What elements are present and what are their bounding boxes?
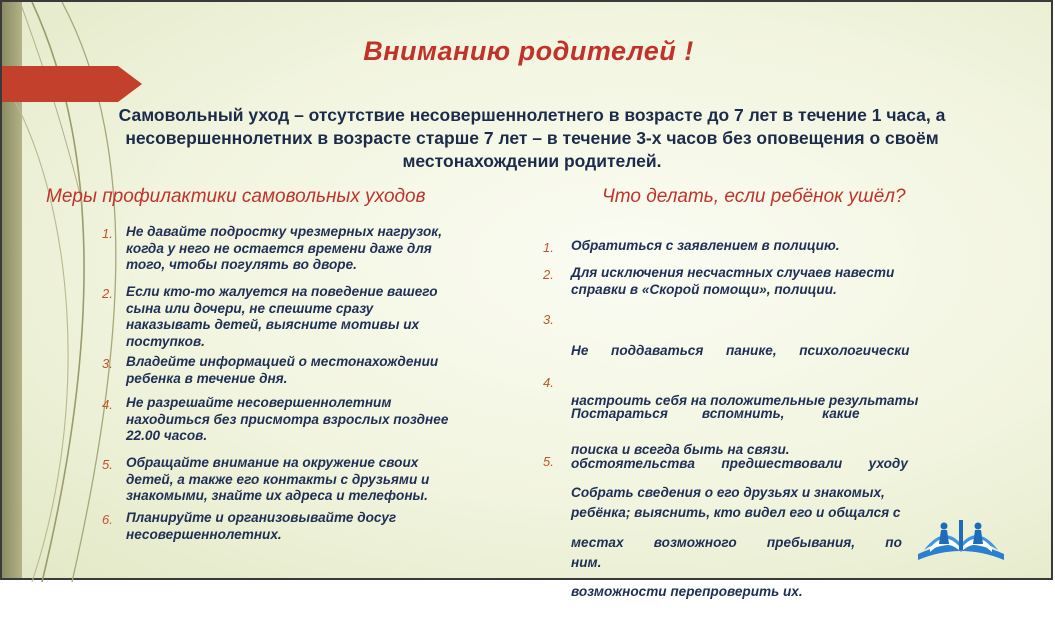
list-item-line: Не разрешайте несовершеннолетним (126, 395, 392, 410)
list-item-line: возможности перепроверить их. (571, 584, 803, 599)
definition-line-1 (32, 104, 1032, 127)
left-item-number: 2. (102, 286, 113, 301)
right-item-number: 3. (543, 312, 554, 327)
list-item (126, 455, 514, 505)
list-item-line: того, чтобы погулять во дворе. (126, 257, 357, 272)
list-item-line: справки в «Скорой помощи», полиции. (571, 281, 837, 297)
list-item-line: детей, а также его контакты с друзьями и (126, 471, 430, 487)
list-item-line: ребенка в течение дня. (126, 370, 288, 386)
list-item (126, 284, 514, 350)
right-item-number: 2. (543, 267, 554, 282)
list-item-line: 22.00 часов. (126, 428, 208, 443)
list-item (126, 395, 514, 445)
list-item-line: Если кто-то жалуется на поведение вашего (126, 284, 438, 299)
page-title: Вниманию родителей ! (363, 36, 694, 66)
left-item-number: 6. (102, 512, 113, 527)
list-item-line: Планируйте и организовывайте досуг (126, 510, 397, 525)
list-item-line: поступков. (126, 333, 205, 349)
right-item-number: 4. (543, 375, 554, 390)
definition-line-1-rest: – отсутствие несовершеннолетнего в возрасте до 7 лет в течение 1 часа, а (289, 105, 946, 125)
list-item-line: Обратиться с заявлением в полицию. (571, 238, 840, 253)
list-item-line: Не поддаваться панике, психологически (571, 343, 910, 358)
left-item-number: 4. (102, 397, 113, 412)
list-item-line: Владейте информацией о местонахождении (126, 354, 439, 369)
list-item-line: когда у него не остается времени даже для (126, 240, 432, 256)
list-item-line: Обращайте внимание на окружение своих (126, 455, 419, 470)
list-item (571, 238, 974, 255)
list-item-line: несовершеннолетних. (126, 526, 282, 542)
right-item-number: 5. (543, 454, 554, 469)
list-item-line: поиска и всегда быть на связи. (571, 442, 790, 457)
list-item-line: обстоятельства предшествовали уходу (571, 455, 908, 471)
definition-line-2: несовершеннолетних в возрасте старше 7 лет – в течение 3-х часов без оповещения о своём (125, 128, 939, 148)
list-item-line: знакомыми, знайте их адреса и телефоны. (126, 488, 428, 503)
red-arrow-decor (2, 66, 142, 102)
list-item (571, 265, 974, 298)
definition-line-3: местонахождении родителей. (402, 151, 662, 171)
list-item-line: ребёнка; выяснить, кто видел его и общался с (571, 505, 901, 520)
list-item-line: наказывать детей, выясните мотивы их (126, 317, 420, 332)
list-item-line: Для исключения несчастных случаев навести (571, 265, 895, 280)
list-item (126, 354, 514, 387)
list-item (126, 224, 514, 274)
action-heading: Что делать, если ребёнок ушёл? (602, 186, 906, 207)
definition-text (32, 104, 1032, 173)
education-emblem-icon (914, 514, 1008, 564)
list-item-line: ним. (571, 554, 602, 570)
left-item-number: 3. (102, 356, 113, 371)
right-item-number: 1. (543, 240, 554, 255)
list-item-line: местах возможного пребывания, по (571, 534, 902, 550)
list-item-line: Собрать сведения о его друзьях и знакомых, (571, 485, 885, 500)
left-item-number: 1. (102, 226, 113, 241)
list-item-line: Постараться вспомнить, какие (571, 406, 860, 421)
prevention-heading: Меры профилактики самовольных уходов (46, 186, 426, 207)
definition-term: Самовольный уход (118, 105, 290, 125)
list-item-line: сына или дочери, не спешите сразу (126, 300, 374, 316)
list-item-line: Не давайте подростку чрезмерных нагрузок, (126, 224, 442, 239)
left-item-number: 5. (102, 457, 113, 472)
list-item (126, 510, 514, 543)
list-item-line: находиться без присмотра взрослых позднее (126, 411, 449, 427)
list-item-line: настроить себя на положительные результаты (571, 392, 919, 408)
